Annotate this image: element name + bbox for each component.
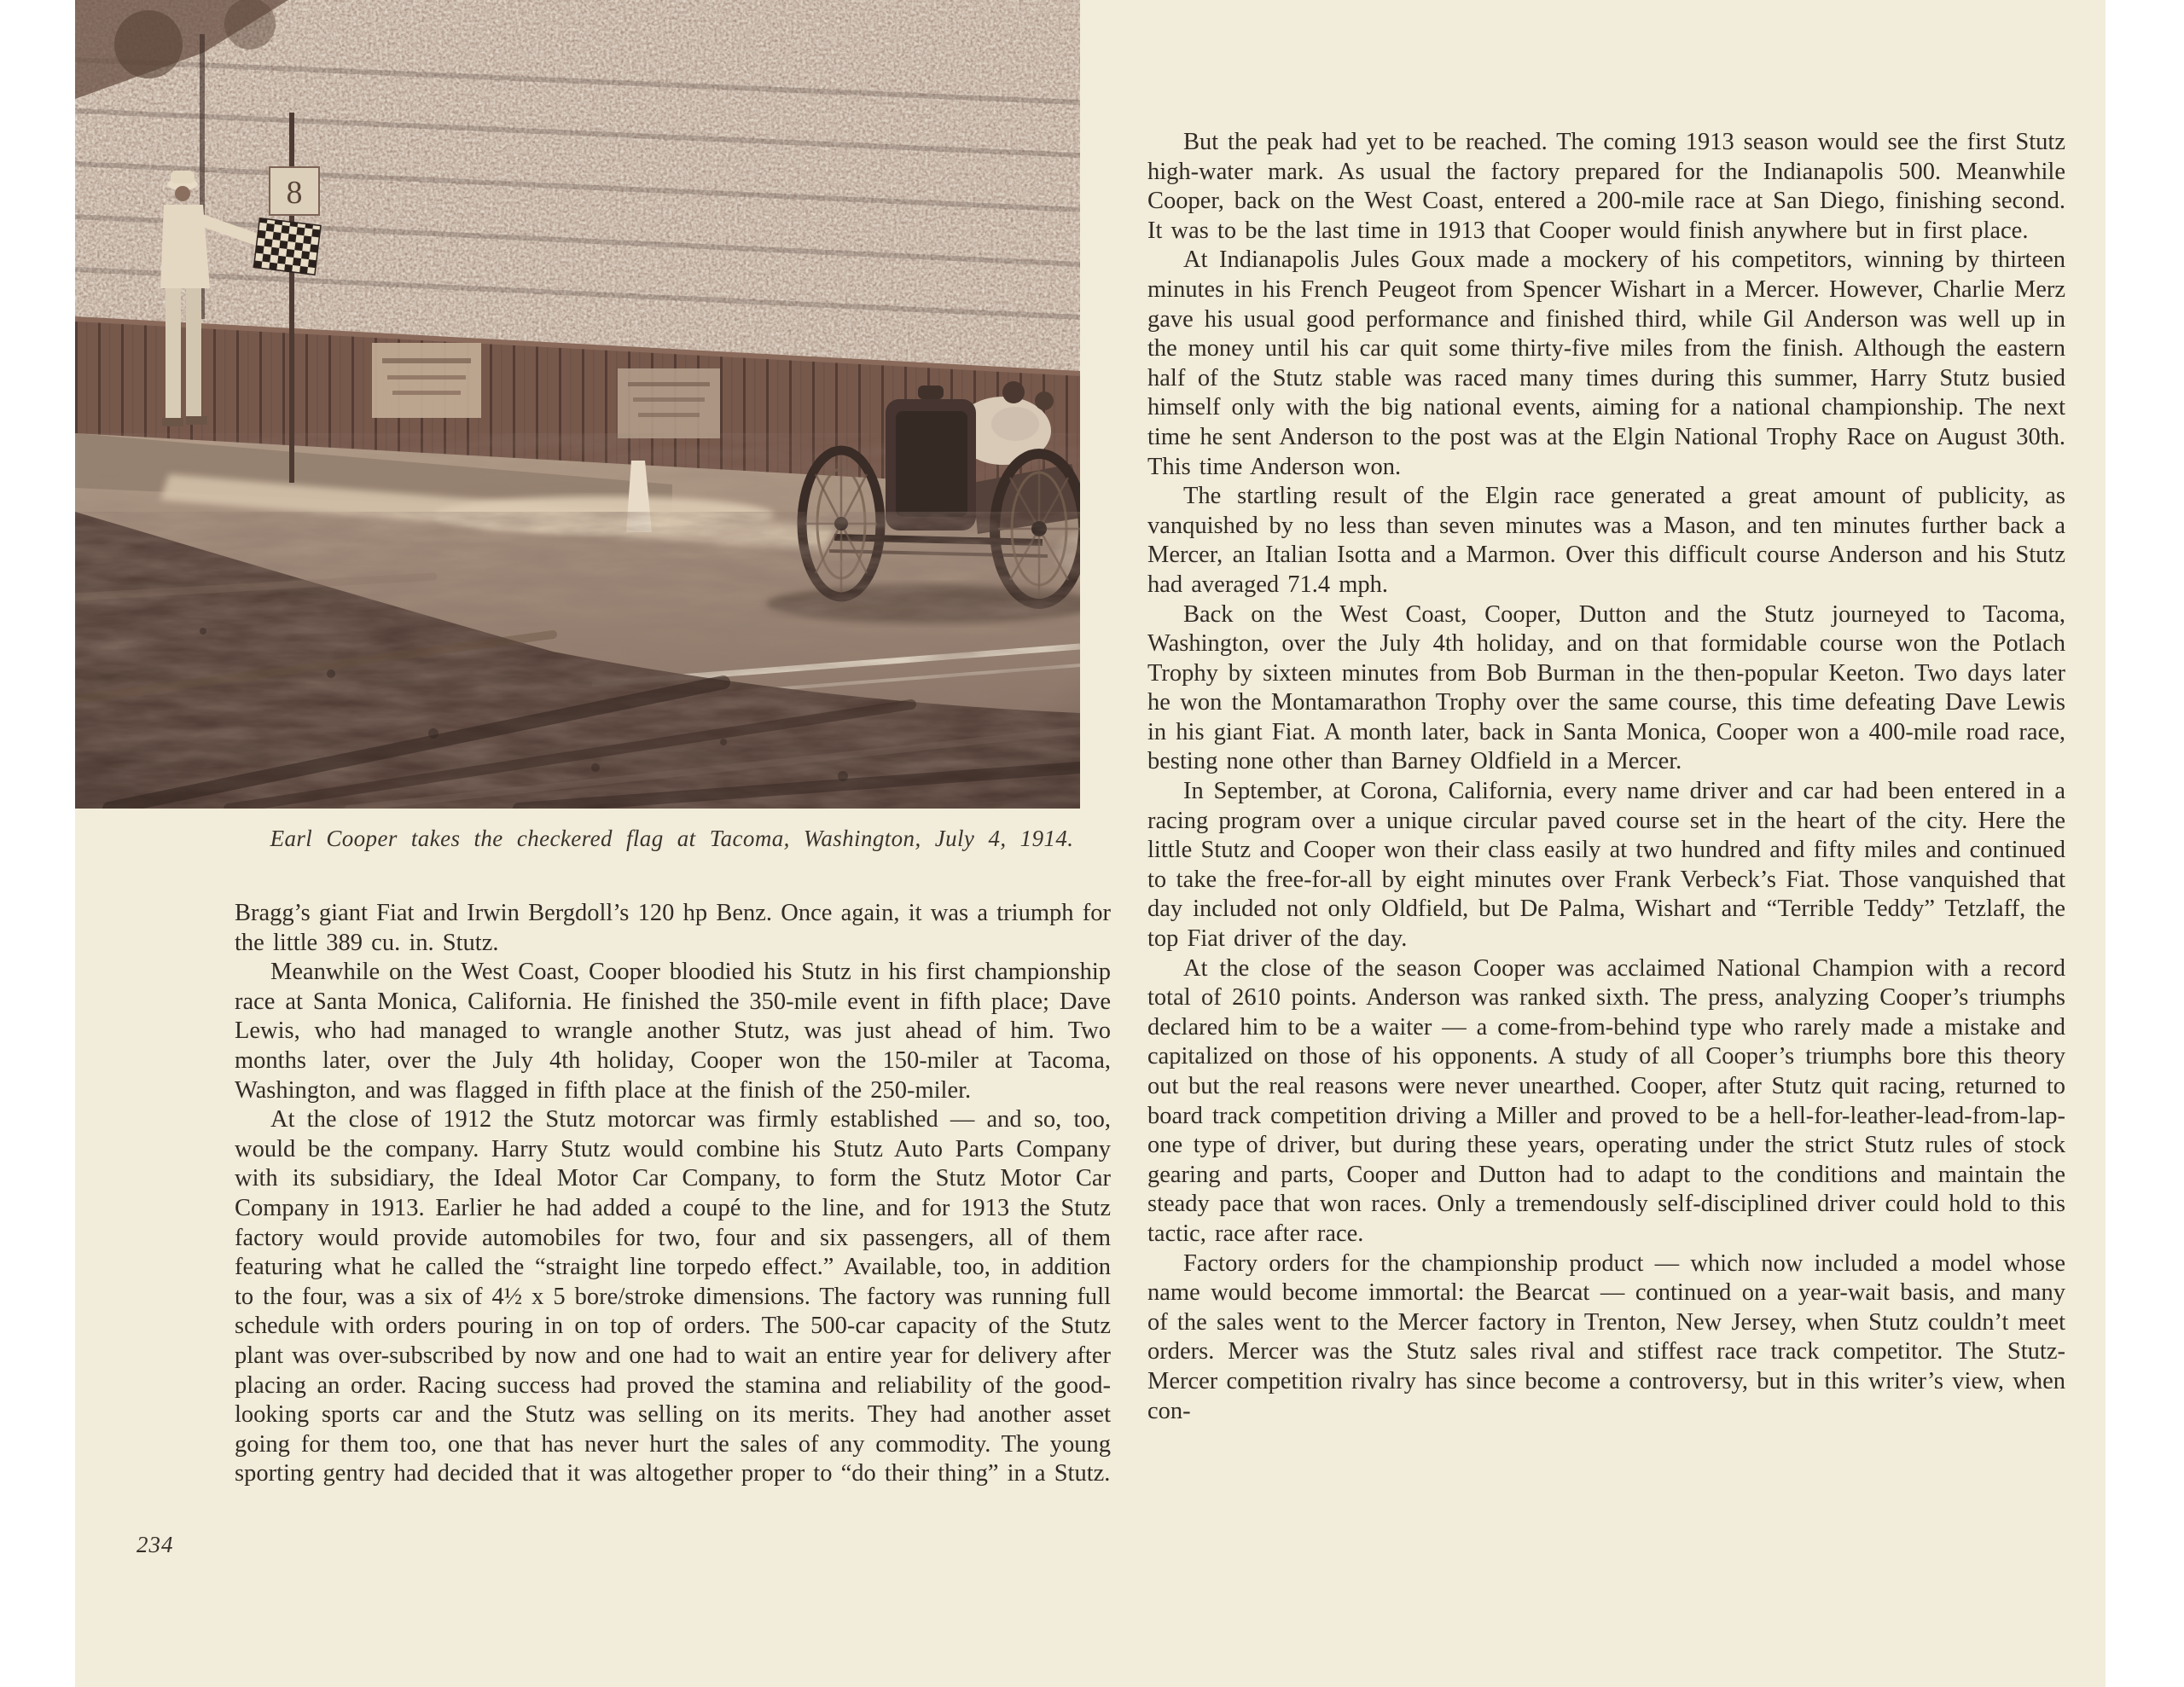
paragraph: At Indianapolis Jules Goux made a mockery of his competitors, winning by thirteen minutes in his French Peugeot from Spencer Wishart in a Mercer. However, Charlie Merz gave his usual good performance and finished third, while Gil Anderson was well up in the money until his car quit some thirty-five miles from the finish. Although the eastern half of the Stutz stable was raced many times during this summer, Harry Stutz busied himself only with the big national events, aiming for a national championship. The next time he sent Anderson to the post was at the Elgin National Trophy Race on August 30th. This time Anderson won. <box>1147 246 2065 480</box>
right-text-column <box>1147 128 2065 1426</box>
paragraph: At the close of the season Cooper was acclaimed National Champion with a record total of 2610 points. Anderson was ranked sixth. The press, analyzing Cooper’s triumphs declared him to be a waiter — a come-from-behind type who rarely made a mistake and capitalized on those of his opponents. A study of all Cooper’s triumphs bore this theory out but the real reasons were never unearthed. Cooper, after Stutz quit racing, returned to board track competition driving a Miller and proved to be a hell-for-leather-lead-from-lap-one type of driver, but during these years, operating under the strict Stutz rules of stock gearing and parts, Cooper and Dutton had to adapt to the conditions and maintain the steady pace that won races. Only a tremendously self-disciplined driver could hold to this tactic, race after race. <box>1147 954 2065 1247</box>
left-text-column <box>235 899 1111 1489</box>
paragraph: In September, at Corona, California, every name driver and car had been entered in a racing program over a unique circular paved course set in the heart of the city. Here the little Stutz and Cooper won their class easily at two hundred and fifty miles and continued to take the free-for-all by eight minutes over Frank Verbeck’s Fiat. Those vanquished that day included not only Oldfield, but De Palma, Wishart and “Terrible Teddy” Tetzlaff, the top Fiat driver of the day. <box>1147 778 2065 953</box>
paragraph: At the close of 1912 the Stutz motorcar was firmly established — and so, too, would be the company. Harry Stutz would combine his Stutz Auto Parts Company with its subsidiary, the Ideal Motor Car Company, to form the Stutz Motor Car Company in 1913. Earlier he had added a coupé to the line, and for 1913 the Stutz factory would provide automobiles for two, four and six passengers, all of them featuring what he called the “straight line torpedo effect.” Available, too, in addition to the four, was a six of 4½ x 5 bore/stroke dimensions. The factory was running full schedule with orders pouring in on top of orders. The 500-car capacity of the Stutz plant was over-subscribed by now and one had to wait an entire year for delivery after placing an order. Racing success had proved the stamina and reliability of the good-looking sports car and the Stutz was selling on its merits. They had another asset going for them too, one that has never hurt the sales of any commodity. The young sporting gentry had decided that it was altogether proper to “do their thing” in a Stutz. <box>235 1106 1111 1487</box>
book-page <box>75 0 2106 1687</box>
paragraph: The startling result of the Elgin race generated a great amount of publicity, as vanquished by no less than seven minutes was a Mason, and ten minutes further back a Mercer, an Italian Isotta and a Marmon. Over this difficult course Anderson and his Stutz had averaged 71.4 mph. <box>1147 483 2065 598</box>
photo-caption: Earl Cooper takes the checkered flag at Tacoma, Washington, July 4, 1914. <box>270 826 1074 851</box>
photo-vignette <box>75 0 1080 809</box>
paragraph: Factory orders for the championship product — which now included a model whose name would become immortal: the Bearcat — continued on a year-wait basis, and many of the sales went to the Mercer factory in Trenton, New Jersey, when Stutz couldn’t meet orders. Mercer was the Stutz sales rival and stiffest race track competitor. The Stutz-Mercer competition rivalry has since become a controversy, but in this writer’s view, when con- <box>1147 1249 2065 1424</box>
paragraph: Back on the West Coast, Cooper, Dutton and the Stutz journeyed to Tacoma, Washington, over the July 4th holiday, and on that formidable course won the Potlach Trophy by sixteen minutes from Bob Burman in the then-popular Keeton. Two days later he won the Montamarathon Trophy over the same course, this time defeating Dave Lewis in his giant Fiat. A month later, back in Santa Monica, Cooper won a 400-mile road race, besting none other than Barney Oldfield in a Mercer. <box>1147 600 2065 775</box>
paragraph: Bragg’s giant Fiat and Irwin Bergdoll’s 120 hp Benz. Once again, it was a triumph for the little 389 cu. in. Stutz. <box>235 900 1111 956</box>
race-photo <box>75 0 1080 809</box>
race-photo-illustration <box>75 0 1080 809</box>
paragraph: Meanwhile on the West Coast, Cooper bloodied his Stutz in his first championship race at Santa Monica, California. He finished the 350-mile event in fifth place; Dave Lewis, who had managed to wrangle another Stutz, was just ahead of him. Two months later, over the July 4th holiday, Cooper won the 150-miler at Tacoma, Washington, and was flagged in fifth place at the finish of the 250-miler. <box>235 959 1111 1104</box>
paragraph: But the peak had yet to be reached. The coming 1913 season would see the first Stutz high-water mark. As usual the factory prepared for the Indianapolis 500. Meanwhile Cooper, back on the West Coast, entered a 200-mile race at San Diego, finishing second. It was to be the last time in 1913 that Cooper would finish anywhere but in first place. <box>1147 129 2065 244</box>
page-number: 234 <box>136 1532 174 1557</box>
